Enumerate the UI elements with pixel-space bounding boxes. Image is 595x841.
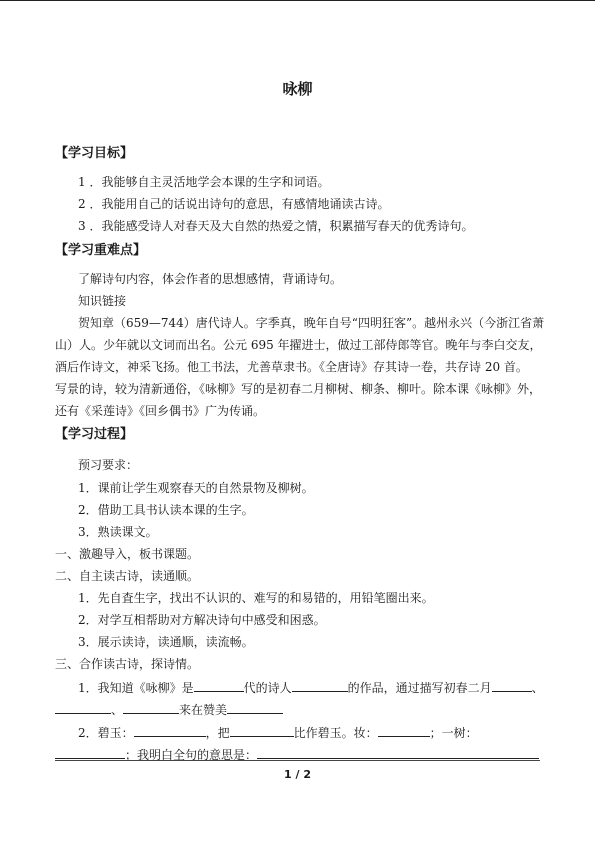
key-heading: 【学习重难点】	[55, 243, 147, 258]
preview-item-2: 2．借助工具书认读本课的生字。	[78, 503, 254, 517]
goal-item-3: 3 ．我能感受诗人对春天及大自然的热爱之情，积累描写春天的优秀诗句。	[78, 219, 474, 233]
fill1-text-d: 、	[531, 681, 544, 695]
fill-question-1-cont	[55, 701, 555, 718]
preview-item-1: 1．课前让学生观察春天的自然景物及柳树。	[78, 481, 314, 495]
bio-line-3: 酒后作诗文，神采飞扬。他工书法，尤善草隶书。《全唐诗》存其诗一卷，共存诗 20 首。	[55, 360, 528, 374]
knowledge-link-label: 知识链接	[78, 294, 127, 308]
fill2-text-c: 比作碧玉。妆：	[293, 726, 378, 740]
bio-line-1: 贺知章（659—744）唐代诗人。字季真，晚年自号“四明狂客”。越州永兴（今浙江省萧	[78, 316, 545, 330]
fill2-blank-zhuang[interactable]	[378, 724, 430, 737]
fill1-blank-scene-2[interactable]	[55, 701, 111, 714]
top-rule	[0, 0, 595, 1]
fill-question-2	[78, 724, 578, 741]
page-number: 1 / 2	[284, 768, 311, 781]
fill2-text-e: ；我明白全句的意思是：	[125, 748, 258, 762]
goals-heading: 【学习目标】	[55, 146, 134, 161]
fill1-blank-scene-1[interactable]	[492, 679, 532, 692]
preview-item-3: 3．熟读课文。	[78, 525, 158, 539]
process-heading: 【学习过程】	[55, 427, 134, 442]
fill1-blank-dynasty[interactable]	[194, 679, 244, 692]
bio-line-5: 还有《采莲诗》《回乡偶书》广为传诵。	[55, 404, 266, 418]
fill1-blank-poet[interactable]	[292, 679, 348, 692]
fill1-blank-praise[interactable]	[227, 701, 283, 714]
step-1: 一、激趣导入，板书课题。	[55, 547, 200, 561]
fill2-text-a: 2．碧玉：	[78, 726, 134, 740]
step-2: 二、自主读古诗，读通顺。	[55, 569, 200, 583]
fill1-text-c: 的作品，通过描写初春二月	[347, 681, 492, 695]
bio-line-4: 写景的诗，较为清新通俗，《咏柳》写的是初春二月柳树、柳条、柳叶。除本课《咏柳》外，	[55, 382, 542, 396]
fill1-text-b: 代的诗人	[243, 681, 292, 695]
fill2-blank-yishu[interactable]	[55, 746, 125, 759]
goal-item-1: 1 ．我能够自主灵活地学会本课的生字和词语。	[78, 175, 330, 189]
step2-item-3: 3．展示读诗，读通顺，读流畅。	[78, 635, 254, 649]
fill2-blank-biyu[interactable]	[134, 724, 206, 737]
fill2-blank-compare[interactable]	[230, 724, 294, 737]
fill1-text-e: 、	[111, 703, 124, 717]
step2-item-2: 2．对学互相帮助对方解决诗句中感受和困惑。	[78, 613, 326, 627]
step2-item-1: 1．先自査生字，找出不认识的、难写的和易错的，用铅笔圈出来。	[78, 591, 434, 605]
step-3: 三、合作读古诗，探诗情。	[55, 657, 200, 671]
footer-rule	[55, 760, 540, 761]
fill1-text-f: 来在赞美	[179, 703, 228, 717]
fill2-text-b: ，把	[205, 726, 230, 740]
page-title: 咏柳	[282, 80, 313, 98]
goal-item-2: 2 ．我能用自己的话说出诗句的意思，有感情地诵读古诗。	[78, 197, 390, 211]
fill2-text-d: ；一树：	[429, 726, 478, 740]
bio-line-2: 山）人。少年就以文词而出名。公元 695 年擢进士，做过工部侍郎等官。晚年与李白交友，	[55, 338, 542, 352]
key-text: 了解诗句内容，体会作者的思想感情，背诵诗句。	[78, 272, 343, 286]
fill2-blank-meaning[interactable]	[257, 746, 539, 759]
fill-question-1	[78, 679, 578, 696]
preview-label: 预习要求：	[78, 458, 139, 472]
fill1-blank-scene-3[interactable]	[123, 701, 179, 714]
fill1-text-a: 1．我知道《咏柳》是	[78, 681, 194, 695]
